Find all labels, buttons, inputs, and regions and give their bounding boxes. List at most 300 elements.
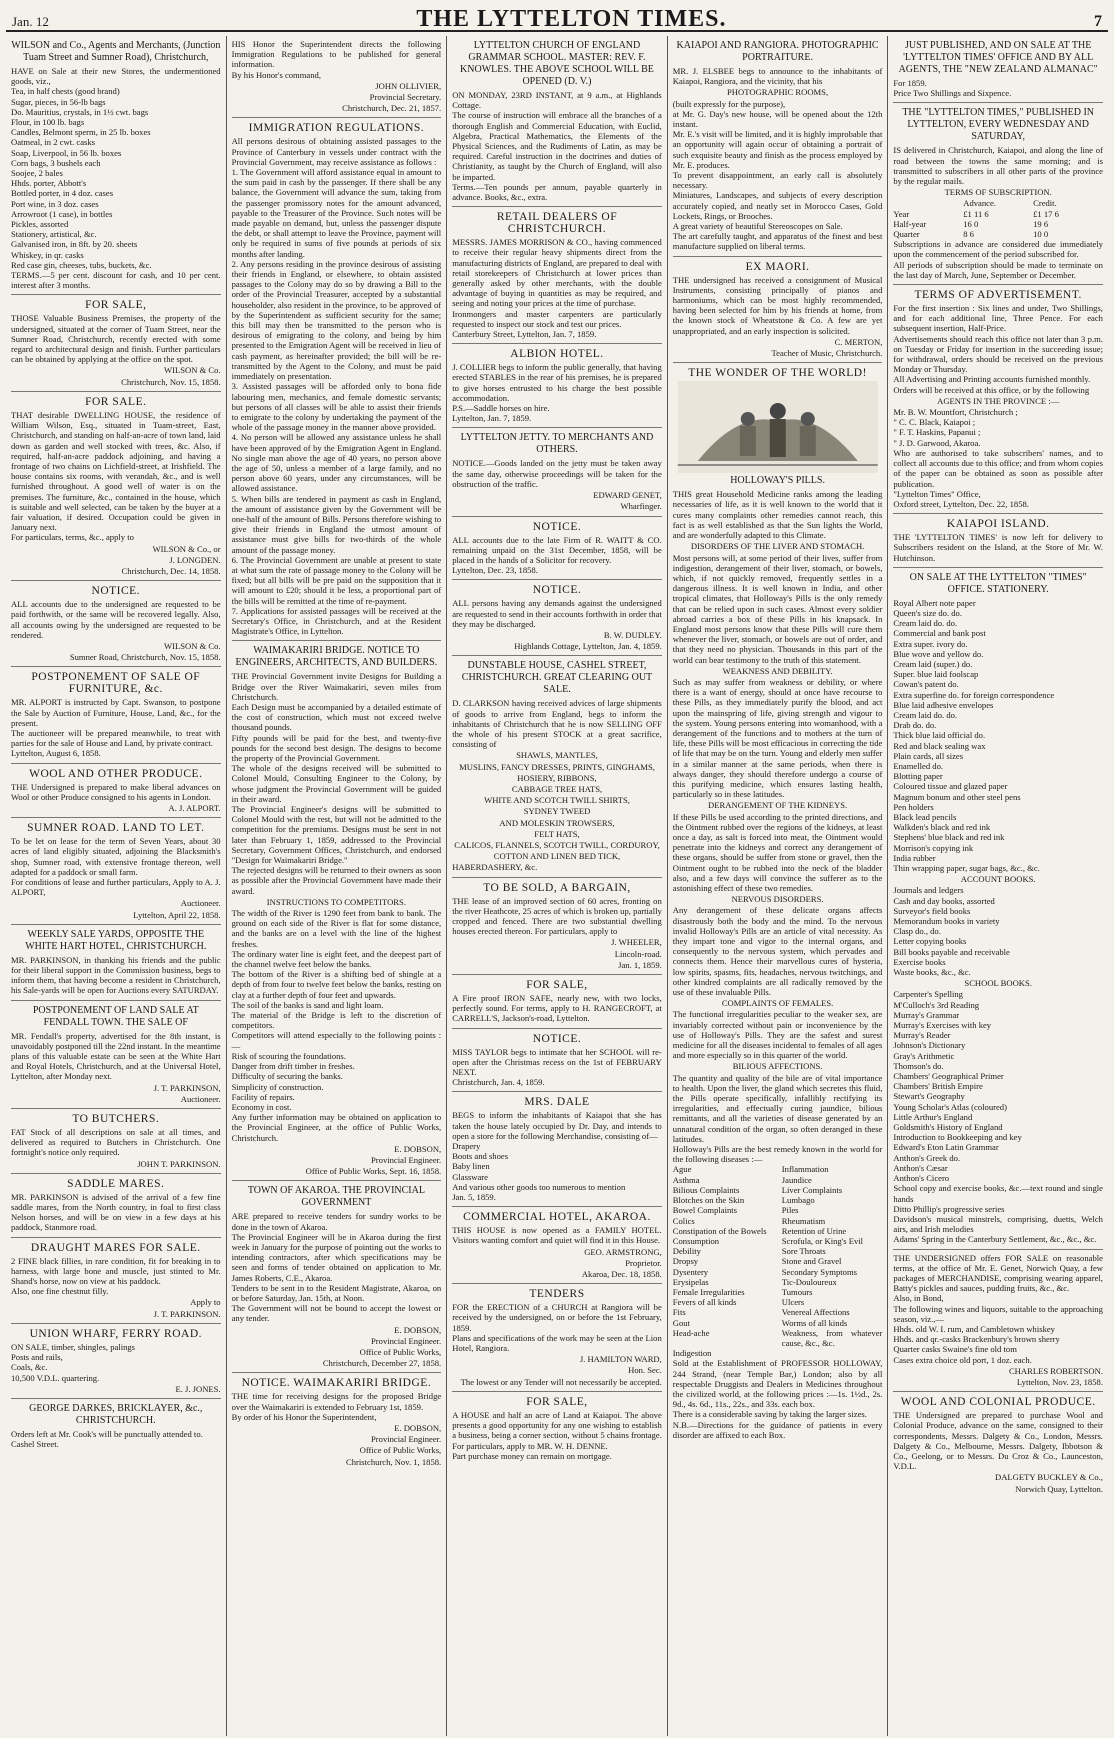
disease-row: [673, 1318, 883, 1328]
ad-heading: WOOL AND OTHER PRODUCE.: [29, 767, 203, 780]
disease-right: Retention of Urine: [781, 1225, 847, 1236]
ad-text: Cream laid do. do.: [893, 618, 958, 629]
ad-text: HAVE on Sale at their new Stores, the undermentioned goods, viz.,: [11, 66, 221, 87]
ad-text: The following wines and liquors, suitable to the approaching season, viz.,—: [893, 1303, 1103, 1324]
ad-text: Posts and rails,: [11, 1352, 63, 1363]
ad-text: ALL accounts due to the undersigned are requested to be paid forthwith, or the same will be recovered legally. Also, all accounts owing by the undersigned are requested to be rendered.: [11, 599, 221, 640]
ad-text: Sold at the Establishment of PROFESSOR HOLLOWAY, 244 Strand, (near Temple Bar,) London; also by all respectable Druggists and Dealers in Medicines throughout the civilized world, at the following prices :—1s. 1½d., 2s. 9d., 4s. 6d., 11s., 22s., and 33s. each box.: [672, 1358, 883, 1410]
ad-text: D. CLARKSON having received advices of large shipments of goods to arrive from England, begs to inform the inhabitants of Christchurch that he is now SELLING OFF the whole of his present STOCK at a great sacrifice, consisting of: [452, 698, 662, 750]
ad-text: Corn bags, 3 bushels each: [11, 157, 101, 168]
ad-signature: JOHN OLLIVIER,: [375, 80, 442, 91]
ad-signature: Proprietor.: [625, 1257, 662, 1268]
column-2: [227, 36, 448, 1736]
ad-text: By order of his Honor the Superintendent,: [231, 1411, 377, 1422]
ad-heading: SUMNER ROAD. LAND TO LET.: [27, 822, 205, 835]
disease-left: Debility: [672, 1246, 701, 1257]
ad-text: THE Undersigned is prepared to make liberal advances on Wool or other Produce consigned to his agents in London.: [11, 781, 221, 802]
ad-subheading: MUSLINS, FANCY DRESSES, PRINTS, GINGHAMS,: [459, 761, 655, 772]
ad-subheading: DISORDERS OF THE LIVER AND STOMACH.: [690, 541, 865, 552]
ad-text: Simplicity of construction.: [231, 1081, 324, 1092]
disease-right: Jaundice: [781, 1174, 812, 1185]
disease-right: Venereal Affections: [781, 1307, 850, 1318]
ad-signature: Lincoln-road.: [614, 948, 662, 959]
ad-text: Pen holders: [893, 801, 934, 812]
advertisement: [452, 207, 662, 344]
ad-text: Hhds. porter, Abbott's: [11, 178, 87, 189]
ad-text: Extra superfine do. for foreign correspondence: [893, 689, 1055, 700]
ad-text: For the first insertion : Six lines and under, Two Shillings, and for each additional line, Three Pence. For each subsequent insertion, Half-Price.: [893, 303, 1103, 334]
ad-text: Baby linen: [452, 1161, 490, 1172]
disease-left: Gout: [672, 1317, 690, 1328]
ad-signature: Office of Public Works,: [359, 1445, 442, 1456]
terms-head: Advance.: [963, 198, 996, 209]
ad-heading: IMMIGRATION REGULATIONS.: [248, 122, 425, 135]
ad-heading: NOTICE.: [532, 520, 582, 533]
ad-text: Murray's Exercises with key: [893, 1020, 992, 1031]
ad-heading: POSTPONEMENT OF SALE OF FURNITURE, &c.: [31, 671, 201, 696]
disease-row: [673, 1277, 883, 1287]
ad-text: Terms.—Ten pounds per annum, payable quarterly in advance. Books, &c., extra.: [452, 181, 662, 203]
ad-text: Plans and specifications of the work may be seen at the Lion Hotel, Rangiora.: [452, 1332, 662, 1354]
ad-text: All persons desirous of obtaining assisted passages to the Province of Canterbury in vessels under contract with the Provincial Government, may receive assistance as follows :: [231, 136, 442, 167]
ad-heading: THE "LYTTELTON TIMES," PUBLISHED IN LYTTELTON, EVERY WEDNESDAY AND SATURDAY,: [902, 107, 1095, 143]
advertisement: [452, 1284, 662, 1392]
ad-text: 3. Assisted passages will be afforded only to bona fide labouring men, mechanics, and female domestic servants; but persons of all classes will be able to assist their friends to emigrate to the colony by undertaking the payment of the whole of the passage money in the manner above provided.: [231, 381, 442, 433]
ad-text: ARE prepared to receive tenders for sundry works to be done in the town of Akaroa.: [231, 1211, 442, 1232]
ad-text: Cream laid do. do.: [893, 709, 958, 720]
ad-heading: DUNSTABLE HOUSE, CASHEL STREET, CHRISTCHURCH. GREAT CLEARING OUT SALE.: [461, 660, 653, 696]
ad-text: Christchurch, Jan. 4, 1859.: [452, 1077, 545, 1088]
ad-heading: TO BE SOLD, A BARGAIN,: [483, 881, 631, 894]
ad-signature: Lyttelton, Nov. 23, 1858.: [1016, 1376, 1103, 1387]
ad-signature: Auctioneer.: [180, 1093, 221, 1104]
ad-heading: FOR SALE,: [85, 299, 147, 312]
ad-text: The Government will not be bound to accept the lowest or any tender.: [231, 1303, 442, 1324]
ad-signature: The lowest or any Tender will not necessarily be accepted.: [460, 1376, 662, 1387]
disease-right: Sore Throats: [781, 1246, 826, 1257]
ad-signature: E. DOBSON,: [394, 1422, 442, 1433]
ad-heading: SADDLE MARES.: [67, 1177, 165, 1190]
ad-text: Edward's Eton Latin Grammar: [893, 1142, 999, 1153]
ad-text: Glassware: [452, 1171, 488, 1182]
ad-text: Memorandum books in variety: [893, 916, 1000, 927]
ad-text: Chambers' Geographical Primer: [893, 1071, 1004, 1082]
ad-text: HABERDASHERY, &c.: [452, 862, 538, 873]
disease-left: Blotches on the Skin: [672, 1195, 745, 1206]
ad-text: Murray's Grammar: [893, 1009, 960, 1020]
disease-left: Constipation of the Bowels: [672, 1225, 767, 1236]
disease-row: [673, 1246, 883, 1256]
disease-left: Head-ache: [672, 1327, 710, 1338]
ad-heading: FOR SALE,: [526, 1395, 588, 1408]
disease-left: Dysentery: [672, 1266, 709, 1277]
ad-heading: KAIAPOI AND RANGIORA. PHOTOGRAPHIC PORTRAITURE.: [676, 40, 879, 63]
ad-text: To be let on lease for the term of Seven Years, about 30 acres of land eligibly situated, adjoining the Blacksmith's shop, Sumner road, with extensive frontage thereon, well adapted for a paddock or small farm.: [11, 836, 221, 877]
ad-text: Mr. B. W. Mountfort, Christchurch ;: [893, 407, 1018, 418]
ad-subheading: SCHOOL BOOKS.: [964, 978, 1032, 989]
ad-text: ALL persons having any demands against the undersigned are requested to send in their accounts forthwith in order that they may be discharged.: [452, 598, 662, 629]
ad-heading: RETAIL DEALERS OF CHRISTCHURCH.: [496, 211, 618, 236]
ad-text: BEGS to inform the inhabitants of Kaiapoi that she has taken the house lately occupied by Dr. Day, and intends to open a store for the following Merchandise, consisting of—: [452, 1110, 662, 1141]
ad-text: Chambers' British Empire: [893, 1081, 983, 1092]
ad-subheading: FELT HATS,: [534, 828, 580, 839]
advertisement: [452, 975, 662, 1029]
advertisement: [452, 878, 662, 975]
ad-text: Stewart's Geography: [893, 1091, 965, 1102]
disease-left: Fevers of all kinds: [672, 1297, 737, 1308]
ad-text: Bottled porter, in 4 doz. cases: [11, 188, 114, 199]
ad-signature: J. LONGDEN.: [169, 554, 221, 565]
disease-left: Consumption: [672, 1235, 720, 1246]
ad-heading: TOWN OF AKAROA. THE PROVINCIAL GOVERNMENT: [247, 1185, 425, 1209]
ad-text: Candles, Belmont sperm, in 25 lb. boxes: [11, 127, 151, 138]
ad-text: A great variety of beautiful Stereoscopes on Sale.: [672, 221, 843, 232]
ad-text: Surveyor's field books: [893, 905, 971, 916]
ad-text: Coloured tissue and glazed paper: [893, 781, 1008, 792]
terms-head: [893, 198, 963, 208]
terms-cell: Half-year: [893, 218, 927, 229]
disease-row: [673, 1256, 883, 1266]
ad-text: Galvanised iron, in 8ft. by 20. sheets: [11, 239, 138, 250]
advertisement: [232, 641, 442, 1181]
column-5: [888, 36, 1108, 1736]
ad-text: Competitors will attend especially to the following points :—: [231, 1030, 442, 1051]
ad-heading: NOTICE.: [532, 584, 582, 597]
ad-heading: EX MAORI.: [745, 260, 810, 273]
ad-subheading: DERANGEMENT OF THE KIDNEYS.: [708, 800, 848, 811]
ad-text: Cashel Street.: [11, 1439, 59, 1450]
ad-text: Any further information may be obtained on application to the Provincial Engineer, at the office of Public Works, Christchurch.: [231, 1112, 442, 1143]
disease-right: Stone and Gravel: [781, 1256, 842, 1267]
ad-text: THE lease of an improved section of 60 acres, fronting on the river Heathcote, 25 acres of which is broken up, partially cropped and fenced. There are two substantial dwelling houses erected thereon. For particulars, apply to: [452, 895, 662, 937]
advertisement: [452, 656, 662, 877]
columns: [6, 36, 1108, 1736]
terms-cell: £1 17 6: [1033, 208, 1059, 219]
ad-text: Cash and day books, assorted: [893, 895, 995, 906]
ad-text: The art carefully taught, and apparatus of the finest and best manufacture supplied on liberal terms.: [672, 231, 883, 252]
ad-text: For particulars, terms, &c., apply to: [11, 532, 134, 543]
ad-text: The functional irregularities peculiar to the weaker sex, are invariably corrected without pain or inconvenience by the use of Holloway's Pills. They are the safest and surest medicine for all the diseases incidental to females of all ages and more especially so in this quarter of the world.: [672, 1009, 883, 1061]
disease-left: Fits: [672, 1307, 686, 1318]
ad-text: THE Undersigned are prepared to purchase Wool and Colonial Produce, advance on the same, consigned to their correspondents, Messrs. Dalgety & Co., London, Messrs. Dalgety & Co., Melbourne, Messrs. Dalgety, Ibbotson & Co., Geelong, or to Messrs. Du Croz & Co., Launceston, V.D.L.: [893, 1410, 1103, 1472]
terms-row: [893, 229, 1103, 239]
ad-signature: Sumner Road, Christchurch, Nov. 15, 1858.: [69, 652, 221, 663]
advertisement: [452, 517, 662, 581]
ad-signature: J. T. PARKINSON,: [153, 1082, 221, 1093]
ad-text: Tea, in half chests (good brand): [11, 86, 120, 97]
disease-left: Bowel Complaints: [672, 1205, 737, 1216]
ad-text: Thick blue laid official do.: [893, 730, 986, 741]
ad-subheading: CALICOS, FLANNELS, SCOTCH TWILL, CORDUROY,: [454, 839, 660, 850]
ad-text: FOR the ERECTION of a CHURCH at Rangiora will be received by the undersigned, on or before the 1st February, 1859.: [452, 1302, 662, 1333]
ad-text: MR. Fendall's property, advertised for the 8th instant, is unavoidably postponed till the 22nd instant. In the meantime plans of this valuable estate can be seen at the White Hart and Royal Hotels, Christchurch, and at the Universal Hotel, Lyttelton, after Monday next.: [11, 1030, 221, 1082]
ad-text: Young Scholar's Atlas (coloured): [893, 1101, 1007, 1112]
column-4: [668, 36, 889, 1736]
disease-right: Piles: [781, 1205, 799, 1216]
ad-text: Hhds. and qr.-casks Brackenbury's brown sherry: [893, 1334, 1060, 1345]
disease-left: Bilious Complaints: [672, 1184, 740, 1195]
ad-text: Thin wrapping paper, sugar bags, &c., &c.: [893, 863, 1040, 873]
ad-text: The auctioneer will be prepared meanwhile, to treat with parties for the sale of House and Land, by private contract.: [11, 727, 221, 749]
ad-text: The whole of the designs received will be submitted to Colonel Mould, Consulting Engineer to the Colony, by whose judgment the Provincial Government will be guided in their award.: [231, 763, 442, 804]
disease-right: Liver Complaints: [781, 1184, 843, 1195]
ad-text: THE UNDERSIGNED offers FOR SALE on reasonable terms, at the office of Mr. E. Genet, Norwich Quay, a few packages of MERCHANDISE, comprising wearing apparel, Batty's pickles and sauces, pudding fruits, &c., &c.: [893, 1252, 1103, 1294]
terms-cell: 10 0: [1033, 229, 1049, 240]
ad-signature: EDWARD GENET,: [593, 490, 662, 501]
ad-text: Economy in cost.: [231, 1101, 292, 1112]
disease-right: Scrofula, or King's Evil: [781, 1235, 864, 1246]
column-3: [447, 36, 668, 1736]
ad-text: Part purchase money can remain on mortgage.: [452, 1450, 612, 1461]
disease-row: [673, 1267, 883, 1277]
disease-row: [673, 1287, 883, 1297]
ad-heading: FOR SALE.: [85, 395, 147, 408]
ad-text: Blotting paper: [893, 771, 943, 782]
ad-heading: TERMS OF ADVERTISEMENT.: [914, 289, 1082, 302]
ad-heading: FOR SALE,: [526, 979, 588, 991]
ad-text: Davidson's musical minstrels, comprising, duetts, Welch airs, and Irish melodies: [893, 1213, 1103, 1235]
ad-heading: TO BUTCHERS.: [72, 1113, 160, 1126]
advertisement: [452, 1029, 662, 1093]
advertisement: [11, 392, 221, 581]
ad-heading: LYTTELTON CHURCH OF ENGLAND GRAMMAR SCHOOL. MASTER: REV. F. KNOWLES. THE ABOVE SCHOOL WILL BE OPENED (D. V.): [460, 40, 654, 87]
ad-text: Anthon's Greek do.: [893, 1152, 961, 1163]
advertisement: [232, 118, 442, 641]
ad-text: Drapery: [452, 1141, 481, 1152]
masthead: [6, 6, 1108, 32]
advertisement: [452, 428, 662, 516]
terms-cell: Year: [893, 208, 910, 219]
ad-text: IS delivered in Christchurch, Kaiapoi, and along the line of road between the towns the same morning; and is transmitted to subscribers in all other parts of the province by the regular mails.: [893, 145, 1103, 187]
advertisement: [11, 1109, 221, 1174]
ad-text: The course of instruction will embrace all the branches of a thorough English and Commercial Education, with Euclid, Algebra, Practical Mathematics, the Elements of the Physical Sciences, and the Rudiments of Latin, as may be required. Careful instruction in the doctrines and duties of Christianity, as taught by the Church of England, will also be imparted.: [452, 110, 662, 182]
disease-right: Worms of all kinds: [781, 1317, 848, 1328]
ad-text: Price Two Shillings and Sixpence.: [893, 88, 1012, 99]
ad-signature: J. T. PARKINSON.: [153, 1308, 221, 1319]
ad-text: Arrowroot (1 case), in bottles: [11, 208, 113, 219]
ad-text: (built expressly for the purpose),: [672, 98, 786, 109]
issue-date: Jan. 12: [12, 14, 49, 29]
ad-text: Johnson's Dictionary: [893, 1040, 966, 1051]
ad-text: There is a considerable saving by taking the larger sizes.: [672, 1409, 867, 1420]
terms-head: Credit.: [1033, 198, 1057, 209]
ad-text: at Mr. G. Day's new house, will be opened about the 12th instant.: [672, 108, 883, 130]
ad-text: The width of the River is 1290 feet from bank to bank. The ground on each side of the River is flat for some distance, and the banks are on a level with the line of the highest freshes.: [231, 908, 442, 949]
ad-text: Such as may suffer from weakness or debility, or where there is a want of energy, should at once have recourse to these Pills, as they immediately purify the blood, and act upon the mainspring of life, giving strength and vigour to the system. Young persons entering into womanhood, with a derangement of the functions and to mothers at the turn of life, these Pills will be most efficacious in correcting the tide of life that may be on the turn. Young and elderly men suffer in a similar manner at the same periods, when there is always danger, they should therefore undergo a course of this purifying medicine, which ensures lasting health, particularly so in these latitudes.: [672, 676, 883, 800]
ad-text: The quantity and quality of the bile are of vital importance to health. Upon the liver, the gland which secretes this fluid, the Pills operate specifically, infallibly rectifying its irregularities, and effectually curing jaundice, bilious remittants, and all the varieties of disease generated by an unnatural condition of the organ, so often deranged in these latitudes.: [672, 1072, 883, 1144]
ad-text: 2 FINE black fillies, in rare condition, fit for breaking in to harness, with large bone and muscle, just stinted to Mr. Shand's horse, now on view at his paddock.: [11, 1255, 221, 1287]
ad-text: THE Provincial Government invite Designs for Building a Bridge over the River Waimakariri, seven miles from Christchurch.: [231, 671, 442, 702]
ad-text: Also, one fine chestnut filly.: [11, 1286, 109, 1297]
ad-signature: GEO. ARMSTRONG,: [584, 1246, 662, 1257]
ad-text: Anthon's Cæsar: [893, 1162, 948, 1173]
ad-text: Subscriptions in advance are considered due immediately upon the commencement of the period subscribed for.: [893, 239, 1103, 260]
ad-text: Drab do. do.: [893, 720, 937, 731]
ad-text: FAT Stock of all descriptions on sale at all times, and delivered as required to Butchers in Christchurch. One fortnight's notice only required.: [11, 1127, 221, 1158]
ad-signature: Christchurch, Nov. 1, 1858.: [346, 1456, 442, 1467]
ad-signature: JOHN T. PARKINSON.: [137, 1158, 221, 1169]
ad-text: Red case gin, cheeses, tubs, buckets, &c.: [11, 259, 152, 270]
terms-cell: 19 6: [1033, 218, 1049, 229]
ad-text: J. COLLIER begs to inform the public generally, that having erected STABLES in the rear of his premises, he is prepared to give horses entrusted to his charge the best possible accommodation.: [452, 362, 662, 403]
ad-heading: WOOL AND COLONIAL PRODUCE.: [900, 1396, 1096, 1409]
disease-left: Colics: [672, 1215, 695, 1226]
advertisement: [893, 568, 1103, 1250]
disease-right: Tumours: [781, 1286, 813, 1297]
terms-row: [893, 219, 1103, 229]
ad-text: Ironmongers and master carpenters are particularly requested to inspect our stock and test our prices.: [452, 308, 662, 329]
ad-text: Clasp do., do.: [893, 926, 941, 937]
ad-text: Introduction to Bookkeeping and key: [893, 1132, 1022, 1143]
ad-text: Cases extra choice old port, 1 doz. each.: [893, 1354, 1032, 1365]
ad-text: All Advertising and Printing accounts furnished monthly.: [893, 374, 1091, 385]
ad-signature: Provincial Engineer.: [371, 1154, 442, 1165]
ad-signature: DALGETY BUCKLEY & Co.,: [994, 1472, 1103, 1483]
ad-text: Soojee, 2 bales: [11, 168, 63, 179]
disease-row: [673, 1328, 883, 1348]
ad-heading: MRS. DALE: [524, 1096, 590, 1109]
ad-signature: Jan. 1, 1859.: [618, 959, 662, 970]
ad-text: For conditions of lease and further particulars, Apply to A. J. ALPORT,: [11, 877, 221, 898]
ad-signature: WILSON & Co.: [164, 365, 221, 376]
disease-row: [673, 1226, 883, 1236]
ad-text: MR. PARKINSON, in thanking his friends and the public for their liberal support in the Commission business, begs to inform them, that having become a resident in Christchurch, his Sale-yards will be open for Auctions every SATURDAY.: [11, 954, 221, 996]
ad-text: School copy and exercise books, &c.—text round and single hands: [893, 1183, 1103, 1204]
ad-text: Whiskey, in qr. casks: [11, 249, 84, 260]
disease-right: Rheumatism: [781, 1215, 826, 1226]
ad-heading: KAIAPOI ISLAND.: [946, 518, 1050, 531]
ad-text: 2. Any persons residing in the province desirous of assisting their friends in England, or elsewhere, to obtain assisted passages to the Colony may do so by drawing a Bill to the order of the Provincial Treasurer, accepted by a substantial householder, also resident in the province, to be approved of by the Superintendent as sufficient security for the same; this bill may then be transmitted to the person who is desirous of emigrating to the colony, and being by him presented to the Emigration Agent will be received in lieu of cash payment, as hereinafter provided; the bill will be re-transmitted by the Agent to the Colony, and must be paid immediately on presentation.: [231, 258, 442, 382]
ad-text: 5. When bills are tendered in payment as cash in England, the amount of assistance given by the Government will be one-half of the amount of Bills. Persons therefore wishing to give their friends in England the utmost amount of assistance must give bills for two-thirds of the whole amount of the passage money.: [231, 493, 442, 555]
ad-text: Lyttelton, August 6, 1858.: [11, 748, 101, 759]
newspaper-title: THE LYTTELTON TIMES.: [416, 6, 727, 32]
ad-text: Orders left at Mr. Cook's will be punctually attended to.: [11, 1428, 203, 1439]
ad-text: ON SALE, timber, shingles, palings: [11, 1341, 136, 1352]
terms-cell: £1 11 6: [963, 208, 989, 219]
ad-text: "Lyttelton Times" Office,: [893, 488, 981, 499]
ad-text: The Provincial Engineer will be in Akaroa during the first week in January for the purpose of pointing out the works to intending contractors, after which specifications may be seen and forms of tender obtained on application to Mr. James Roberts, C.E., Akaroa.: [231, 1231, 442, 1283]
disease-right: Inflammation: [781, 1164, 829, 1175]
ad-signature: Teacher of Music, Christchurch.: [771, 348, 883, 359]
ad-text: The soil of the banks is sand and light loam.: [231, 999, 384, 1010]
ad-heading: THE WONDER OF THE WORLD!: [688, 367, 867, 380]
ad-text: Do. Mauritius, crystals, in 1½ cwt. bags: [11, 106, 149, 117]
ad-text: Quarter casks Swaine's fine old tom: [893, 1344, 1017, 1355]
ad-text: MR. J. ELSBEE begs to announce to the inhabitants of Kaiapoi, Rangiora, and the vicinity, that his: [672, 66, 883, 87]
ad-subheading: WHITE AND SCOTCH TWILL SHIRTS,: [484, 795, 630, 806]
ad-text: A HOUSE and half an acre of Land at Kaiapoi. The above presents a good opportunity for any one wishing to establish a business, being a corner section, without 5 chains frontage. For particulars, apply to MR. W. H. DENNE.: [452, 1409, 662, 1451]
ad-text: Advertisements should reach this office not later than 3 p.m. on Tuesday or Friday for insertion in the succeeding issue; for withdrawal, orders should be received on the previous Monday or Thursday.: [893, 333, 1103, 375]
ad-signature: Auctioneer.: [180, 898, 221, 909]
ad-text: Soap, Liverpool, in 56 lb. boxes: [11, 147, 122, 158]
disease-right: Weakness, from whatever cause, &c., &c.: [781, 1327, 883, 1348]
ad-text: Facility of repairs.: [231, 1091, 295, 1102]
ad-text: Hhds. old W. I. rum, and Cambletown whiskey: [893, 1323, 1055, 1334]
ad-text: And various other goods too numerous to mention: [452, 1181, 626, 1192]
ad-text: ALL accounts due to the late Firm of R. WAITT & CO. remaining unpaid on the 31st December, 1858, will be placed in the hands of a Solicitor for recovery.: [452, 534, 662, 565]
ad-text: Port wine, in 3 doz. cases: [11, 198, 99, 209]
advertisement: [11, 1001, 221, 1109]
advertisement: [893, 1250, 1103, 1393]
ad-text: 6. The Provincial Government are unable at present to state at what sum the rate of passage money to the Colony will be fixed; but all bills will be pre paid on the supposition that it will amount to £20; should it be less, a proportional part of the bills will be remitted at the time of re-payment.: [231, 554, 442, 606]
disease-row: [673, 1307, 883, 1317]
ad-text: TERMS.—5 per cent. discount for cash, and 10 per cent. interest after 3 months.: [11, 270, 221, 291]
ad-subheading: CABBAGE TREE HATS,: [511, 783, 603, 794]
ad-text: Difficulty of securing the banks.: [231, 1071, 343, 1082]
advertisement: [232, 1181, 442, 1373]
holloway-engraving-illustration: [673, 381, 883, 473]
ad-subheading: WEAKNESS AND DEBILITY.: [722, 665, 833, 676]
ad-text: If these Pills be used according to the printed directions, and the Ointment rubbed over the regions of the kidneys, at least once a day, as salt is forced into meat, the Ointment would penetrate into the kidneys and correct any derangement of these organs, should be suffer from stone or gravel, then the Ointment ought to be rubbed into the neck of the bladder also, and a few days will convince the sufferer as to the astonishing effect of these two remedies.: [672, 811, 883, 893]
ad-signature: Office of Public Works, Sept. 16, 1858.: [305, 1166, 442, 1177]
advertisement: [232, 36, 442, 118]
advertisement: [11, 1238, 221, 1324]
ad-text: The material of the Bridge is left to the discretion of competitors.: [231, 1010, 442, 1031]
ad-text: Any derangement of these delicate organs affects disastrously both the body and the mind. To the nervous invalid Holloway's Pills are an article of vital necessity. As they impart tone and vigor to the internal organs, and consequently to the nervous system, which pervades and connects them. Hence their marvellous cures of hysteria, low spirits, spasms, fits, headaches, nervous twitchings, and other kindred complaints are all radically removed by the use of these invaluable Pills.: [672, 905, 883, 998]
ad-signature: Christchurch, Dec. 14, 1858.: [121, 565, 221, 576]
ad-text: Mr. E.'s visit will be limited, and it is highly improbable that an opportunity will again occur of obtaining a portrait of such exquisite beauty and finish as the process employed by Mr. E. produces.: [672, 129, 883, 170]
advertisement: [673, 257, 883, 364]
ad-heading: ALBION HOTEL.: [510, 348, 604, 361]
disease-left: Dropsy: [672, 1256, 699, 1267]
ad-signature: Akaroa, Dec. 18, 1858.: [581, 1269, 662, 1280]
ad-heading: UNION WHARF, FERRY ROAD.: [29, 1327, 202, 1340]
disease-left: Ague: [672, 1164, 692, 1175]
ad-text: Morrison's copying ink: [893, 842, 974, 853]
ad-text: Commercial and bank post: [893, 628, 986, 639]
ad-text: Oatmeal, in 2 cwt. casks: [11, 137, 96, 148]
ad-signature: A. J. ALPORT.: [168, 802, 221, 813]
ad-signature: E. DOBSON,: [394, 1143, 442, 1154]
advertisement: [452, 1207, 662, 1284]
ad-text: Blue wove and yellow do.: [893, 648, 984, 659]
advertisement: [11, 1399, 221, 1453]
ad-heading: WILSON and Co., Agents and Merchants, (Junction Tuam Street and Sumner Road), Christchurch,: [11, 40, 221, 63]
advertisement: [452, 1092, 662, 1207]
ad-subheading: COTTON AND LINEN BED TICK,: [493, 851, 621, 862]
ad-text: Little Arthur's England: [893, 1111, 973, 1122]
ad-text: P.S.—Saddle horses on hire.: [452, 403, 550, 414]
advertisement: [893, 36, 1103, 103]
disease-row: [673, 1164, 883, 1174]
ad-text: Boots and shoes: [452, 1151, 509, 1162]
advertisement: [893, 514, 1103, 568]
advertisement: [11, 667, 221, 763]
ad-text: Pickles, assorted: [11, 219, 69, 230]
ad-text: Murray's Reader: [893, 1030, 951, 1041]
ad-text: Blue laid adhesive envelopes: [893, 699, 994, 710]
ad-text: Exercise books: [893, 956, 946, 967]
disease-left: Indigestion: [672, 1348, 712, 1359]
ad-text: Tenders to be sent in to the Resident Magistrate, Akaroa, on or before Saturday, Jan. 15th, at Noon.: [231, 1282, 442, 1303]
ad-text: Lyttelton, Jan. 7, 1859.: [452, 413, 532, 424]
ad-text: M'Culloch's 3rd Reading: [893, 999, 980, 1010]
ad-heading: NOTICE.: [91, 585, 141, 598]
page-number: 7: [1094, 13, 1102, 30]
ad-text: MISS TAYLOR begs to intimate that her SCHOOL will re-open after the Christmas recess on the 1st of FEBRUARY NEXT.: [452, 1046, 662, 1078]
ad-text: Lyttelton, Dec. 23, 1858.: [452, 565, 538, 576]
ad-text: Coals, &c.: [11, 1362, 48, 1373]
advertisement: [452, 344, 662, 428]
disease-row: [673, 1297, 883, 1307]
ad-heading: GEORGE DARKES, BRICKLAYER, &c., CHRISTCHURCH.: [29, 1402, 203, 1426]
ad-subheading: AGENTS IN THE PROVINCE :—: [937, 395, 1060, 406]
ad-signature: WILSON & Co.: [164, 640, 221, 651]
ad-text: India rubber: [893, 852, 936, 863]
ad-text: 7. Applications for assisted passages will be received at the Secretary's Office, in Christchurch, and at the Resident Magistrate's Office, in Lyttelton.: [231, 605, 442, 637]
ad-signature: Office of Public Works,: [359, 1346, 442, 1357]
ad-text: Waste books, &c., &c.: [893, 967, 971, 978]
